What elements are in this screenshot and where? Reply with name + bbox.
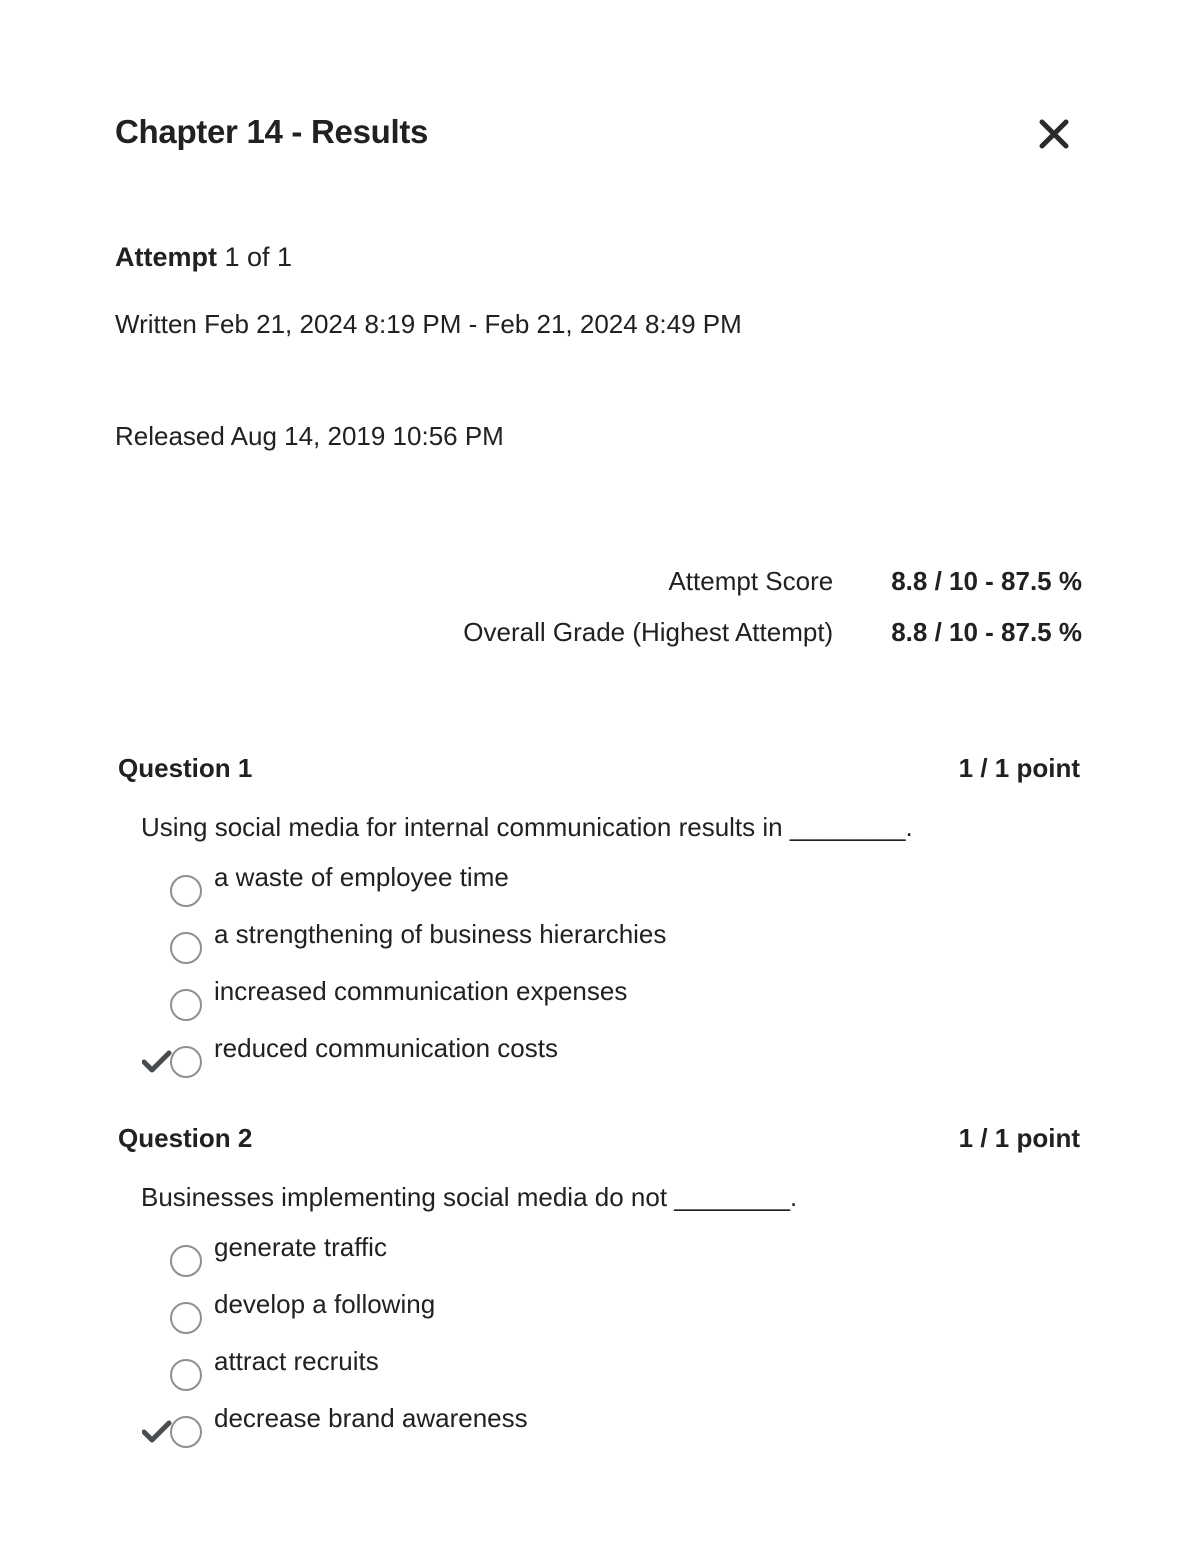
score-label: Attempt Score xyxy=(668,566,834,596)
score-label: Overall Grade (Highest Attempt) xyxy=(463,617,834,647)
question-title: Question 2 xyxy=(118,1123,253,1153)
question-header xyxy=(118,750,1080,786)
attempt-heading xyxy=(115,238,292,276)
radio-button[interactable] xyxy=(170,875,202,907)
option-label: reduced communication costs xyxy=(214,1033,558,1063)
score-value: 8.8 / 10 - 87.5 % xyxy=(891,617,1082,647)
overall-grade-row xyxy=(463,607,1082,658)
question-text: Businesses implementing social media do not ________. xyxy=(141,1182,798,1212)
radio-button[interactable] xyxy=(170,1245,202,1277)
radio-button[interactable] xyxy=(170,989,202,1021)
attempt-number: 1 of 1 xyxy=(224,242,293,272)
option-label: attract recruits xyxy=(214,1346,379,1376)
answer-option xyxy=(118,973,1080,1030)
option-label: a strengthening of business hierarchies xyxy=(214,919,667,949)
score-value: 8.8 / 10 - 87.5 % xyxy=(891,566,1082,596)
question-points: 1 / 1 point xyxy=(958,753,1080,783)
answer-option xyxy=(118,916,1080,973)
radio-button[interactable] xyxy=(170,932,202,964)
question-title: Question 1 xyxy=(118,753,253,783)
answer-options xyxy=(118,859,1080,1087)
question-text: Using social media for internal communication results in ________. xyxy=(141,812,913,842)
question-header xyxy=(118,1120,1080,1156)
checkmark-icon xyxy=(142,1419,172,1443)
option-label: increased communication expenses xyxy=(214,976,628,1006)
option-label: develop a following xyxy=(214,1289,436,1319)
answer-option xyxy=(118,1229,1080,1286)
option-label: a waste of employee time xyxy=(214,862,509,892)
radio-button[interactable] xyxy=(170,1416,202,1448)
page-title: Chapter 14 - Results xyxy=(115,113,429,150)
radio-button[interactable] xyxy=(170,1359,202,1391)
radio-button[interactable] xyxy=(170,1302,202,1334)
answer-option xyxy=(118,1343,1080,1400)
question-1 xyxy=(118,750,1080,1087)
question-points: 1 / 1 point xyxy=(958,1123,1080,1153)
radio-button[interactable] xyxy=(170,1046,202,1078)
released-date: Released Aug 14, 2019 10:56 PM xyxy=(115,421,504,451)
answer-option xyxy=(118,1286,1080,1343)
score-summary xyxy=(463,556,1082,658)
checkmark-icon xyxy=(142,1049,172,1073)
answer-option xyxy=(118,859,1080,916)
question-2 xyxy=(118,1120,1080,1457)
answer-option-correct xyxy=(118,1400,1080,1457)
option-label: generate traffic xyxy=(214,1232,387,1262)
close-icon xyxy=(1038,118,1070,150)
close-button[interactable] xyxy=(1030,110,1078,158)
written-date: Written Feb 21, 2024 8:19 PM - Feb 21, 2024 8:49 PM xyxy=(115,309,742,339)
attempt-score-row xyxy=(463,556,1082,607)
answer-option-correct xyxy=(118,1030,1080,1087)
answer-options xyxy=(118,1229,1080,1457)
option-label: decrease brand awareness xyxy=(214,1403,528,1433)
attempt-label: Attempt xyxy=(115,242,217,272)
